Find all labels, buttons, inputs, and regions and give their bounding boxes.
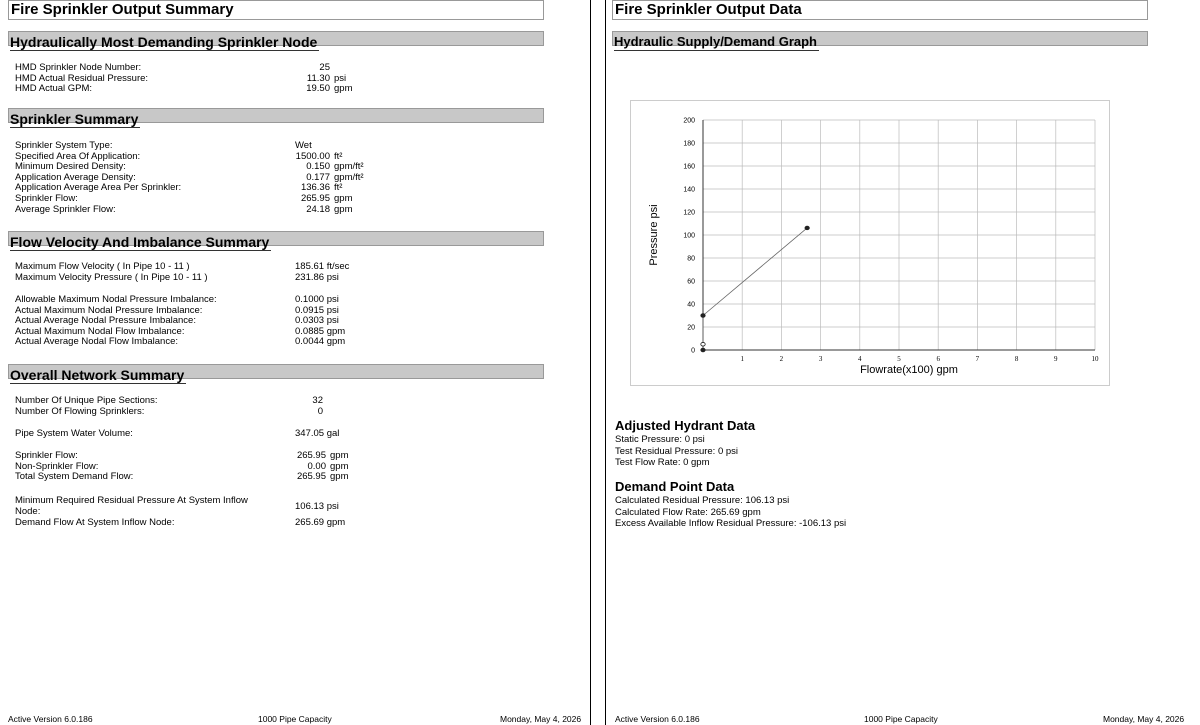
- x-tick-label: 9: [1054, 355, 1058, 363]
- row-label: Actual Average Nodal Flow Imbalance:: [15, 336, 178, 348]
- row-unit: gpm: [334, 83, 353, 95]
- data-line: Test Flow Rate: 0 gpm: [615, 457, 710, 468]
- y-tick-label: 160: [683, 163, 695, 171]
- y-tick-label: 120: [683, 209, 695, 217]
- row-label: Actual Maximum Nodal Pressure Imbalance:: [15, 304, 203, 316]
- section-title-network: Overall Network Summary: [10, 367, 185, 383]
- row-value: 0.0044 gpm: [295, 336, 346, 348]
- section-title-velocity: Flow Velocity And Imbalance Summary: [10, 234, 270, 250]
- supply-demand-chart: [630, 100, 1110, 386]
- demand-flow-label: Demand Flow At System Inflow Node:: [15, 517, 175, 528]
- row-label: Sprinkler System Type:: [15, 140, 113, 151]
- footer-version-right: Active Version 6.0.186: [615, 714, 700, 724]
- x-tick-label: 3: [818, 355, 823, 363]
- row-value: 0: [317, 405, 323, 417]
- data-point: [805, 226, 809, 230]
- x-tick-label: 6: [936, 355, 940, 363]
- data-line: Static Pressure: 0 psi: [615, 434, 705, 445]
- row-value: 11.30: [306, 72, 330, 84]
- row-unit: ft²: [334, 182, 343, 194]
- row-label: Application Average Density:: [15, 171, 136, 183]
- row-label: Application Average Area Per Sprinkler:: [15, 182, 182, 194]
- row-unit: gpm: [330, 450, 349, 461]
- row-value: 347.05 gal: [295, 428, 340, 439]
- row-unit: gpm: [334, 203, 353, 215]
- x-tick-label: 4: [858, 355, 862, 363]
- x-tick-label: 2: [779, 355, 784, 363]
- page-divider: [590, 0, 606, 725]
- x-tick-label: 7: [975, 355, 980, 363]
- row-label: Actual Maximum Nodal Flow Imbalance:: [15, 325, 185, 337]
- row-value: 0.00: [307, 460, 326, 472]
- x-tick-label: 8: [1014, 355, 1019, 363]
- min-required-value: 106.13 psi: [295, 501, 339, 512]
- row-value: 0.1000 psi: [295, 294, 339, 305]
- data-line: Calculated Flow Rate: 265.69 gpm: [615, 506, 761, 518]
- footer-date-right: Monday, May 4, 2026: [1103, 714, 1185, 724]
- y-tick-label: 80: [687, 255, 695, 263]
- row-value: 265.95: [296, 471, 326, 483]
- row-label: Minimum Desired Density:: [15, 161, 126, 173]
- y-tick-label: 60: [687, 278, 695, 286]
- row-value: 0.0885 gpm: [295, 325, 346, 337]
- row-value: Wet: [295, 140, 312, 151]
- row-label: Specified Area Of Application:: [15, 150, 141, 162]
- page-title: Fire Sprinkler Output Summary: [8, 0, 544, 20]
- row-label: Total System Demand Flow:: [15, 471, 134, 483]
- footer-capacity: 1000 Pipe Capacity: [258, 714, 332, 724]
- row-value: 231.86 psi: [295, 271, 339, 283]
- data-line: Excess Available Inflow Residual Pressure: -106.13 psi: [615, 518, 847, 529]
- row-label: Number Of Flowing Sprinklers:: [15, 405, 145, 417]
- row-value: 19.50: [306, 83, 330, 95]
- row-label: Sprinkler Flow:: [15, 450, 78, 461]
- footer-version: Active Version 6.0.186: [8, 714, 93, 724]
- data-point: [701, 348, 705, 352]
- y-tick-label: 20: [687, 324, 695, 332]
- row-unit: gpm: [330, 460, 349, 472]
- row-value: 1500.00: [295, 150, 330, 162]
- row-label: Pipe System Water Volume:: [15, 428, 133, 439]
- y-tick-label: 180: [683, 140, 695, 148]
- x-tick-label: 1: [740, 355, 744, 363]
- row-label: HMD Actual Residual Pressure:: [15, 72, 149, 84]
- row-value: 0.150: [306, 161, 330, 173]
- row-unit: psi: [334, 72, 347, 84]
- y-axis-label: Pressure psi: [648, 204, 660, 266]
- row-label: Non-Sprinkler Flow:: [15, 460, 99, 472]
- row-unit: gpm/ft²: [334, 161, 364, 173]
- min-required-label-1: Minimum Required Residual Pressure At System Inflow: [15, 495, 248, 506]
- row-value: 0.0915 psi: [295, 304, 339, 316]
- row-value: 32: [312, 395, 323, 406]
- data-line: Test Residual Pressure: 0 psi: [615, 445, 739, 457]
- data-line: Calculated Residual Pressure: 106.13 psi: [615, 495, 790, 506]
- row-unit: gpm/ft²: [334, 171, 364, 183]
- y-tick-label: 100: [683, 232, 695, 240]
- footer-date: Monday, May 4, 2026: [500, 714, 582, 724]
- y-tick-label: 140: [683, 186, 695, 194]
- row-value: 24.18: [306, 203, 330, 215]
- row-value: 265.95: [296, 450, 326, 461]
- row-value: 136.36: [300, 182, 330, 194]
- y-tick-label: 0: [691, 347, 695, 355]
- page-title-right: Fire Sprinkler Output Data: [612, 0, 1148, 20]
- section-title-hmd: Hydraulically Most Demanding Sprinkler Node: [10, 34, 318, 50]
- footer-capacity-right: 1000 Pipe Capacity: [864, 714, 938, 724]
- y-tick-label: 40: [687, 301, 695, 309]
- min-required-label-2: Node:: [15, 506, 41, 517]
- row-label: Average Sprinkler Flow:: [15, 203, 116, 215]
- row-label: Maximum Flow Velocity ( In Pipe 10 - 11 ): [15, 261, 190, 272]
- row-value: 265.95: [300, 193, 330, 204]
- row-label: Maximum Velocity Pressure ( In Pipe 10 - 11 ): [15, 271, 208, 283]
- row-value: 25: [319, 62, 330, 73]
- row-label: HMD Sprinkler Node Number:: [15, 62, 142, 73]
- row-label: Allowable Maximum Nodal Pressure Imbalance:: [15, 294, 217, 305]
- data-point: [701, 342, 705, 346]
- x-axis-label: Flowrate(x100) gpm: [860, 364, 958, 376]
- demand-heading: Demand Point Data: [615, 479, 735, 494]
- demand-flow-value: 265.69 gpm: [295, 517, 346, 528]
- row-label: Sprinkler Flow:: [15, 193, 78, 204]
- summary-page: [0, 0, 590, 725]
- x-tick-label: 10: [1091, 355, 1099, 363]
- row-value: 185.61 ft/sec: [295, 261, 350, 272]
- hydrant-heading: Adjusted Hydrant Data: [615, 418, 756, 433]
- data-point: [701, 314, 705, 318]
- row-label: Number Of Unique Pipe Sections:: [15, 395, 158, 406]
- row-unit: gpm: [334, 193, 353, 204]
- row-unit: gpm: [330, 471, 349, 483]
- row-label: Actual Average Nodal Pressure Imbalance:: [15, 315, 196, 327]
- section-title-sprinkler: Sprinkler Summary: [10, 111, 139, 127]
- section-title-graph: Hydraulic Supply/Demand Graph: [614, 34, 817, 49]
- row-value: 0.177: [306, 171, 330, 183]
- row-unit: ft²: [334, 150, 343, 162]
- x-tick-label: 5: [897, 355, 901, 363]
- row-value: 0.0303 psi: [295, 315, 339, 327]
- row-label: HMD Actual GPM:: [15, 83, 93, 95]
- y-tick-label: 200: [683, 117, 695, 125]
